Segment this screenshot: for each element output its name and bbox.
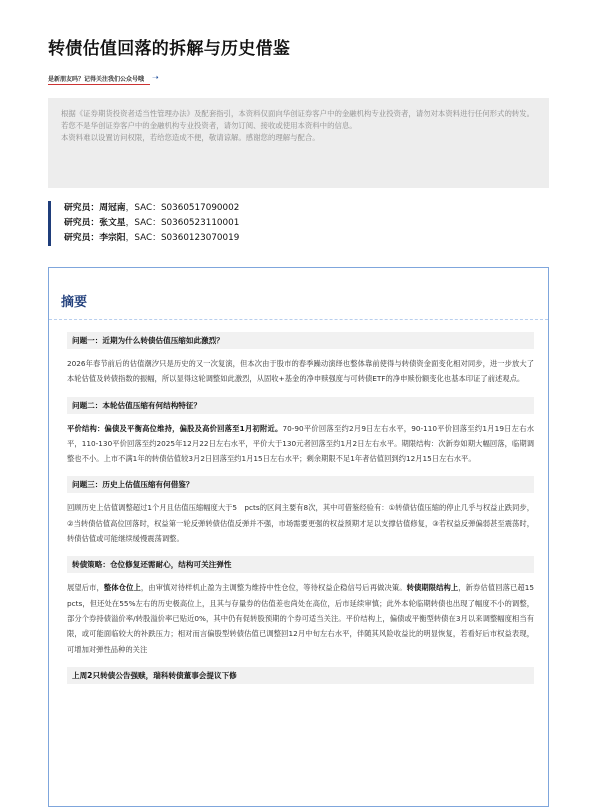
summary-divider bbox=[49, 319, 548, 320]
researcher-name: 李宗阳 bbox=[99, 233, 126, 243]
disclaimer-note: 本资料难以设置访问权限，若给您造成不便，敬请谅解。感谢您的理解与配合。 bbox=[61, 133, 320, 143]
researcher-item: 研究员：周冠南，SAC：S0360517090002 bbox=[64, 203, 240, 213]
question-body: 平价结构：偏债及平衡高位维持，偏股及高价回落至1月初附近。70-90平价回落至约2月9日左右水平，90-110平价回落至约1月19日左右水平，110-130平价回落至约2025年12月22日左右水平，平价大于130元者回落至约1月2日左右水平。期限结构：次新券如期大幅回落，临期调整也不小。上市不满1年的转债估值较3月2日回落至约1月15日左右水平；剩余期限不足1年者估值回到约12月15日左右水平。 bbox=[67, 423, 534, 464]
question-heading: 问题一：近期为什么转债估值压缩如此激烈？ bbox=[67, 332, 534, 349]
follow-underline bbox=[48, 84, 150, 85]
question-heading: 问题三：历史上估值压缩有何借鉴？ bbox=[67, 476, 534, 493]
page-title: 转债估值回落的拆解与历史借鉴 bbox=[48, 39, 291, 59]
disclaimer-text: 根据《证券期货投资者适当性管理办法》及配套指引，本资料仅面向华创证券客户中的金融机构专业投资者，请勿对本资料进行任何形式的转发。若您不是华创证券客户中的金融机构专业投资者，请勿订阅、接收或使用本资料中的信息。 bbox=[61, 109, 535, 131]
question-body: 回顾历史上估值调整超过1个月且估值压缩幅度大于5 pcts的区间主要有8次，其中可借鉴经验有：①转债估值压缩的停止几乎与权益止跌同步，②当转债估值高位回落时，权益第一轮反弹转债估值反弹并不强，市场需要更强的权益预期才足以支撑估值修复，③若权益反弹偏弱甚至震荡时，转债估值或可能继续缓慢震荡调整。 bbox=[67, 503, 534, 544]
researcher-name: 周冠南 bbox=[99, 203, 126, 213]
researcher-name: 张文星 bbox=[99, 218, 126, 228]
summary-title: 摘要 bbox=[61, 295, 88, 310]
summary-content bbox=[67, 332, 542, 684]
question-body: 2026年春节前后的估值潮汐只是历史的又一次复演，但本次由于股市的春季躁动演绎也整体靠前使得与转债资金面变化相对同步，进一步放大了本轮估值及转债指数的振幅，所以显得这轮调整如此激烈，从固收+基金的净申赎强度与可转债ETF的净申赎份额变化也基本印证了前述观点。 bbox=[67, 359, 534, 384]
news-heading: 上周2只转债公告强赎，瑞科转债董事会提议下修 bbox=[67, 667, 534, 684]
arrow-icon: ➝ bbox=[152, 73, 159, 82]
researcher-list bbox=[48, 201, 239, 246]
strategy-body: 展望后市，整体仓位上，由审慎对待样机止盈为主调整为维持中性仓位，等待权益企稳信号后再做决策。转债期限结构上，新券估值回落已超15 pcts，但还处在55%左右的历史极高位上，且其与存量券的估值差也尚处在高位，后市延续审慎；此外本轮临期转债也出现了幅度不小的调整，部分个券持债溢价率/转股溢价率已贴近0%，其中仍有促转股预期的个券可适当关注。平价结构上，偏债或平衡型转债在3月以来调整幅度相当有限，或可能面临较大的补跌压力；相对而言偏股型转债估值已调整回12月中旬左右水平，伴随其风险收益比的明显恢复，若看好后市权益表现，可增加对弹性品种的关注 bbox=[67, 583, 542, 654]
summary-panel bbox=[48, 267, 549, 807]
question-heading: 问题二：本轮估值压缩有何结构特征？ bbox=[67, 397, 534, 414]
strategy-heading: 转债策略：仓位修复还需耐心，结构可关注弹性 bbox=[67, 556, 534, 573]
researcher-item: 研究员：张文星，SAC：S0360523110001 bbox=[64, 218, 240, 228]
follow-prompt[interactable]: 是新朋友吗？记得关注我们公众号哦 bbox=[48, 76, 145, 83]
researcher-item: 研究员：李宗阳，SAC：S0360123070019 bbox=[64, 233, 240, 243]
disclaimer-box bbox=[48, 98, 549, 188]
